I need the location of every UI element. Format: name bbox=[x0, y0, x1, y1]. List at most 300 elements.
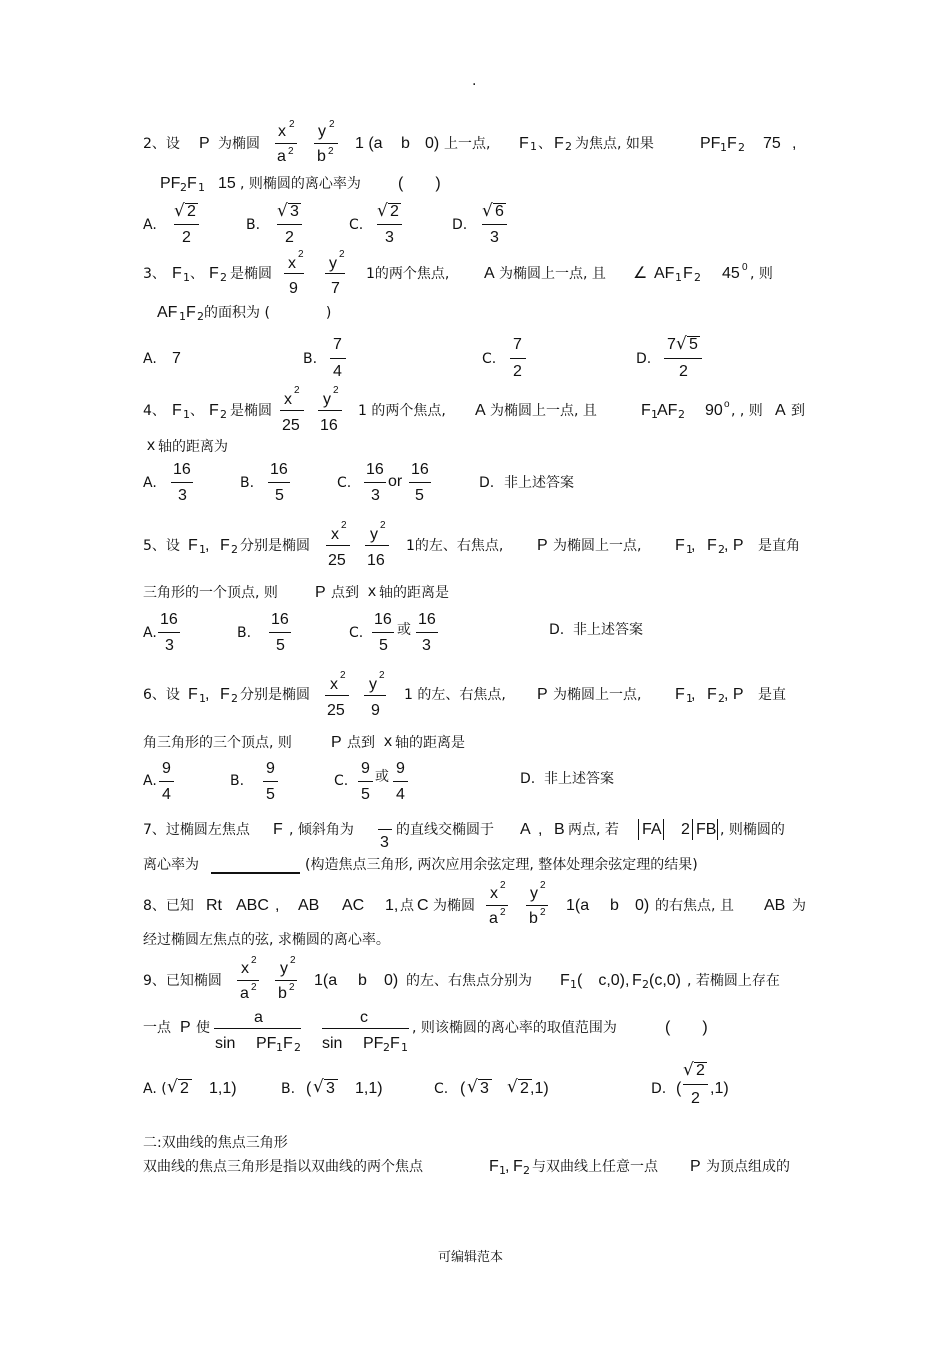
q4-c2-num: 16 bbox=[411, 461, 429, 478]
q6-option-c: C. bbox=[334, 773, 349, 789]
page-footer: 可编辑范本 bbox=[438, 1250, 504, 1265]
q8-sup: 2 bbox=[540, 907, 546, 918]
q3-c-den: 2 bbox=[513, 363, 522, 380]
q3-text: , 则 bbox=[750, 266, 773, 282]
q7-fa: FA bbox=[642, 821, 662, 838]
sqrt-icon: √ bbox=[377, 201, 388, 221]
q3-den2: 7 bbox=[331, 280, 340, 297]
q8-sup: 2 bbox=[540, 880, 546, 891]
q6-x: x bbox=[330, 676, 338, 693]
q2-sub: 1 bbox=[720, 141, 727, 154]
q6-b-den: 5 bbox=[266, 786, 275, 803]
q9-paren: ( ) bbox=[665, 1019, 708, 1036]
q4-x: x bbox=[284, 391, 292, 408]
q2-sep: 、 bbox=[538, 136, 552, 152]
q2-sup: 2 bbox=[328, 146, 334, 157]
q5-den1: 25 bbox=[328, 552, 346, 569]
q9-text: , 若椭圆上存在 bbox=[687, 973, 780, 989]
q2-d-num: 6 bbox=[495, 203, 504, 220]
q9-sin: sin bbox=[215, 1035, 236, 1052]
q9-a-rest: 1,1) bbox=[209, 1080, 237, 1097]
q9-f: F bbox=[390, 1035, 400, 1052]
q4-af: AF bbox=[657, 402, 678, 419]
q7-a: A bbox=[520, 821, 531, 838]
section-title: 二:双曲线的焦点三角形 bbox=[143, 1135, 288, 1151]
q5-den2: 16 bbox=[367, 552, 385, 569]
q4-sub: 2 bbox=[220, 408, 227, 421]
q8-rhs: 1(a bbox=[566, 897, 590, 914]
q3-den1: 9 bbox=[289, 280, 298, 297]
q9-text: 使 bbox=[196, 1020, 210, 1036]
q9-text: 一点 bbox=[143, 1020, 171, 1036]
q9-frac-bar bbox=[214, 1028, 301, 1029]
q7-text: 两点, 若 bbox=[568, 822, 619, 838]
q8-text: 点 bbox=[400, 898, 414, 914]
q8-x: x bbox=[490, 885, 498, 902]
q9-sin: sin bbox=[322, 1035, 343, 1052]
q5-c2-den: 3 bbox=[422, 637, 431, 654]
q4-number: 4、 bbox=[143, 403, 166, 419]
q4-frac-bar bbox=[409, 482, 431, 483]
q8-number: 8、已知 bbox=[143, 898, 194, 914]
q9-a-rad: 2 bbox=[180, 1080, 189, 1097]
q5-x: x bbox=[331, 526, 339, 543]
q3-option-d: D. bbox=[636, 351, 652, 367]
q9-b2: b bbox=[358, 972, 367, 989]
q9-option-b: B. bbox=[281, 1081, 296, 1097]
q6-c1-num: 9 bbox=[361, 760, 370, 777]
q4-frac-bar bbox=[318, 410, 342, 411]
q2-option-b: B. bbox=[246, 217, 261, 233]
sec2-f2: F bbox=[513, 1158, 523, 1175]
q4-option-c: C. bbox=[337, 475, 352, 491]
q7-text: , 则椭圆的 bbox=[720, 822, 785, 838]
q2-option-a: A. bbox=[143, 217, 157, 233]
q6-f1: F bbox=[188, 686, 198, 703]
q5-f1: F bbox=[188, 537, 198, 554]
q5-option-c: C. bbox=[349, 625, 364, 641]
q6-y: y bbox=[369, 676, 377, 693]
q6-sub: 1 bbox=[199, 692, 206, 705]
abs-bar bbox=[638, 819, 639, 840]
q9-f1-coords: ( c,0), bbox=[577, 972, 630, 989]
q6-sub: 2 bbox=[231, 692, 238, 705]
q2-frac-bar-2 bbox=[314, 143, 338, 144]
q9-sub: 2 bbox=[294, 1041, 301, 1054]
q5-frac-bar bbox=[269, 632, 291, 633]
q2-pf: PF bbox=[160, 175, 181, 192]
q5-or: 或 bbox=[397, 622, 411, 638]
q2-f: F bbox=[187, 175, 197, 192]
q5-y: y bbox=[370, 526, 378, 543]
q9-pf: PF bbox=[256, 1035, 277, 1052]
q9-sub: 2 bbox=[642, 978, 649, 991]
q6-text: 角三角形的三个顶点, 则 bbox=[143, 735, 292, 751]
q9-text: 的左、右焦点分别为 bbox=[406, 973, 532, 989]
q9-b: b bbox=[278, 985, 287, 1002]
q7-two: 2 bbox=[681, 821, 690, 838]
q6-text: 点到 bbox=[347, 735, 375, 751]
q9-sup: 2 bbox=[251, 955, 257, 966]
q3-sup: 2 bbox=[339, 249, 345, 260]
q3-af: AF bbox=[157, 304, 178, 321]
q5-text: 为椭圆上一点, bbox=[553, 538, 642, 554]
q9-d-den: 2 bbox=[691, 1090, 700, 1107]
sec2-f1: F bbox=[489, 1158, 499, 1175]
q9-b-open: ( bbox=[306, 1080, 312, 1097]
q3-text: 为椭圆上一点, 且 bbox=[499, 266, 606, 282]
q4-sep: 、 bbox=[190, 403, 204, 419]
q4-deg: o bbox=[724, 399, 730, 410]
q8-text: 的右焦点, 且 bbox=[655, 898, 734, 914]
q5-option-a: A. bbox=[143, 625, 157, 641]
q4-text: 1 的两个焦点, bbox=[358, 403, 446, 419]
q2-sub: 1 bbox=[530, 140, 537, 153]
q2-frac-bar bbox=[482, 224, 507, 225]
sqrt-icon: √ bbox=[174, 201, 185, 221]
q4-den2: 16 bbox=[320, 417, 338, 434]
q6-den2: 9 bbox=[371, 702, 380, 719]
q6-c2-num: 9 bbox=[396, 760, 405, 777]
abs-bar bbox=[692, 819, 693, 840]
q8-y: y bbox=[530, 885, 538, 902]
q9-pf: PF bbox=[363, 1035, 384, 1052]
sqrt-icon: √ bbox=[482, 201, 493, 221]
q2-rhs: 1 (a bbox=[355, 135, 383, 152]
q5-sub: 1 bbox=[686, 543, 693, 556]
q4-sup: 2 bbox=[294, 385, 300, 396]
q8-b: b bbox=[529, 910, 538, 927]
q6-b-num: 9 bbox=[266, 760, 275, 777]
q3-deg: 0 bbox=[742, 262, 748, 273]
q5-comma: , bbox=[691, 537, 696, 554]
abs-bar bbox=[663, 819, 664, 840]
q4-text: 到 bbox=[791, 403, 805, 419]
q2-b-den: 2 bbox=[285, 229, 294, 246]
q5-text: 轴的距离是 bbox=[379, 585, 449, 601]
q5-option-d: D. bbox=[549, 622, 565, 638]
q5-f2: F bbox=[220, 537, 230, 554]
q8-frac-bar bbox=[486, 905, 508, 906]
q4-or: or bbox=[388, 473, 403, 490]
q2-option-c: C. bbox=[349, 217, 364, 233]
q6-frac-bar bbox=[393, 781, 408, 782]
q9-d-num: 2 bbox=[696, 1062, 705, 1079]
q9-option-a: A. ( bbox=[143, 1081, 167, 1097]
q5-text: 是直角 bbox=[758, 538, 800, 554]
q3-number: 3、 bbox=[143, 266, 166, 282]
q8-b2: b bbox=[610, 897, 619, 914]
q8-zero: 0) bbox=[635, 897, 650, 914]
q5-x: x bbox=[368, 583, 376, 600]
q9-y: y bbox=[280, 960, 288, 977]
q5-option-b: B. bbox=[237, 625, 252, 641]
q4-frac-bar bbox=[280, 410, 304, 411]
q5-a-num: 16 bbox=[160, 611, 178, 628]
q2-sup: 2 bbox=[289, 119, 295, 130]
q4-option-b: B. bbox=[240, 475, 255, 491]
q5-frac-bar bbox=[158, 632, 180, 633]
q5-p: P bbox=[315, 584, 326, 601]
q4-b-den: 5 bbox=[275, 487, 284, 504]
q2-c-num: 2 bbox=[390, 203, 399, 220]
q4-text: 是椭圆 bbox=[230, 403, 272, 419]
q8-text: 为椭圆 bbox=[433, 898, 475, 914]
q6-option-a: A. bbox=[143, 773, 157, 789]
q6-f: F bbox=[675, 686, 685, 703]
q4-sup: 2 bbox=[333, 385, 339, 396]
q6-p: , P bbox=[724, 686, 744, 703]
q3-d-num: 7 bbox=[667, 336, 676, 353]
q8-ab: AB bbox=[298, 897, 320, 914]
q9-sub: 1 bbox=[570, 978, 577, 991]
q5-f: F bbox=[675, 537, 685, 554]
q7-text: 离心率为 bbox=[143, 857, 199, 873]
q2-sup: 2 bbox=[288, 146, 294, 157]
q4-c1-den: 3 bbox=[371, 487, 380, 504]
q9-frac-bar bbox=[237, 980, 259, 981]
q6-text: 分别是椭圆 bbox=[240, 687, 310, 703]
q8-one: 1, bbox=[385, 897, 399, 914]
q8-text: 经过椭圆左焦点的弦, 求椭圆的离心率。 bbox=[143, 932, 390, 948]
section-text: 为顶点组成的 bbox=[706, 1159, 790, 1175]
answer-blank[interactable] bbox=[211, 872, 300, 874]
sec2-comma: , bbox=[505, 1158, 510, 1175]
q2-option-d: D. bbox=[452, 217, 468, 233]
sqrt-icon: √ bbox=[676, 334, 687, 354]
q5-d-text: 非上述答案 bbox=[573, 622, 643, 638]
q2-text: 为焦点, 如果 bbox=[575, 136, 654, 152]
q5-sub: 2 bbox=[231, 543, 238, 556]
q5-comma: , bbox=[205, 537, 210, 554]
q2-y: y bbox=[318, 123, 326, 140]
q3-frac-bar bbox=[664, 358, 702, 359]
sqrt-icon: √ bbox=[507, 1077, 518, 1097]
q2-a-num: 2 bbox=[187, 203, 196, 220]
q2-b2: b bbox=[401, 135, 410, 152]
q5-text: 点到 bbox=[331, 585, 359, 601]
q3-sep: 、 bbox=[190, 266, 204, 282]
q2-b-num: 3 bbox=[290, 203, 299, 220]
q9-sub: 1 bbox=[401, 1041, 408, 1054]
q8-ab: AB bbox=[764, 897, 786, 914]
q4-sub: 1 bbox=[651, 408, 658, 421]
q2-b: b bbox=[317, 148, 326, 165]
q9-sup: 2 bbox=[289, 982, 295, 993]
q2-75: 75 bbox=[763, 135, 781, 152]
q3-af: AF bbox=[654, 265, 675, 282]
q6-number: 6、设 bbox=[143, 687, 180, 703]
q3-frac-bar bbox=[330, 358, 346, 359]
q7-f: F bbox=[273, 821, 283, 838]
q3-d-rad: 5 bbox=[689, 336, 698, 353]
q7-b: B bbox=[554, 821, 565, 838]
q6-d-text: 非上述答案 bbox=[544, 771, 614, 787]
q2-comma: , bbox=[792, 135, 797, 152]
q5-p: , P bbox=[724, 537, 744, 554]
q6-comma: , bbox=[205, 686, 210, 703]
q3-45: 45 bbox=[722, 265, 740, 282]
q4-d-text: 非上述答案 bbox=[504, 475, 574, 491]
q9-b-rad: 3 bbox=[326, 1080, 335, 1097]
q2-frac-bar bbox=[377, 224, 402, 225]
sec2-p: P bbox=[690, 1158, 701, 1175]
q5-frac-bar bbox=[365, 545, 389, 546]
q3-y: y bbox=[329, 255, 337, 272]
q3-a-val: 7 bbox=[172, 350, 181, 367]
q2-paren: ( ) bbox=[398, 175, 441, 192]
q9-f2-coords: (c,0) bbox=[649, 972, 681, 989]
q5-sup: 2 bbox=[341, 520, 347, 531]
q2-f: F bbox=[727, 135, 737, 152]
q4-a-den: 3 bbox=[178, 487, 187, 504]
q3-frac-bar bbox=[325, 273, 345, 274]
q3-text: 1的两个焦点, bbox=[366, 266, 450, 282]
q4-c1-num: 16 bbox=[366, 461, 384, 478]
q9-option-d: D. bbox=[651, 1081, 667, 1097]
q6-sub: 1 bbox=[686, 692, 693, 705]
q7-frac-bar bbox=[378, 829, 392, 830]
q3-option-c: C. bbox=[482, 351, 497, 367]
q6-p: P bbox=[537, 686, 548, 703]
sqrt-icon: √ bbox=[167, 1077, 178, 1097]
q3-d-den: 2 bbox=[679, 363, 688, 380]
q5-c1-num: 16 bbox=[374, 611, 392, 628]
sqrt-icon: √ bbox=[277, 201, 288, 221]
q4-den1: 25 bbox=[282, 417, 300, 434]
q6-p: P bbox=[331, 734, 342, 751]
sqrt-icon: √ bbox=[313, 1077, 324, 1097]
q2-f1: F bbox=[519, 135, 529, 152]
q5-p: P bbox=[537, 537, 548, 554]
q6-f2: F bbox=[220, 686, 230, 703]
header-mark: . bbox=[472, 73, 477, 89]
q8-sup: 2 bbox=[500, 880, 506, 891]
q3-f: F bbox=[683, 265, 693, 282]
q4-text: , , 则 bbox=[731, 403, 763, 419]
q3-sub: 1 bbox=[183, 271, 190, 284]
q9-c-open: ( bbox=[460, 1080, 466, 1097]
q6-f: F bbox=[707, 686, 717, 703]
q7-number: 7、过椭圆左焦点 bbox=[143, 822, 250, 838]
q9-x: x bbox=[241, 960, 249, 977]
q9-f: F bbox=[283, 1035, 293, 1052]
q4-text: 为椭圆上一点, 且 bbox=[490, 403, 597, 419]
q5-text: 1的左、右焦点, bbox=[406, 538, 504, 554]
q6-frac-bar bbox=[263, 781, 278, 782]
q2-x: x bbox=[278, 123, 286, 140]
q3-frac-bar bbox=[284, 273, 304, 274]
q6-frac-bar bbox=[358, 781, 373, 782]
q4-a: A bbox=[475, 402, 486, 419]
q5-c2-num: 16 bbox=[418, 611, 436, 628]
q3-text: 的面积为 ( ) bbox=[204, 305, 332, 321]
q3-f2: F bbox=[209, 265, 219, 282]
q9-c-rad1: 3 bbox=[480, 1080, 489, 1097]
q2-text: 为椭圆 bbox=[218, 136, 260, 152]
q5-text: 分别是椭圆 bbox=[240, 538, 310, 554]
q3-sup: 2 bbox=[298, 249, 304, 260]
q2-frac-bar bbox=[277, 224, 302, 225]
q2-15: 15 bbox=[218, 175, 236, 192]
q4-y: y bbox=[323, 391, 331, 408]
angle-icon: ∠ bbox=[633, 265, 648, 282]
sec2-sub: 2 bbox=[523, 1164, 530, 1177]
q3-sub: 2 bbox=[694, 271, 701, 284]
q2-c-den: 3 bbox=[385, 229, 394, 246]
q5-b-num: 16 bbox=[271, 611, 289, 628]
q4-f2: F bbox=[209, 402, 219, 419]
section-text: 双曲线的焦点三角形是指以双曲线的两个焦点 bbox=[143, 1159, 423, 1175]
q7-text: 的直线交椭圆于 bbox=[396, 822, 494, 838]
q9-sub: 1 bbox=[276, 1041, 283, 1054]
q5-sub: 2 bbox=[718, 543, 725, 556]
q8-a: a bbox=[489, 910, 498, 927]
q6-frac-bar bbox=[159, 781, 174, 782]
section-text: 与双曲线上任意一点 bbox=[532, 1159, 658, 1175]
q3-option-a: A. bbox=[143, 351, 157, 367]
q2-number: 2、设 bbox=[143, 136, 180, 152]
q4-a: A bbox=[775, 402, 786, 419]
q6-text: 是直 bbox=[758, 687, 786, 703]
q3-a: A bbox=[484, 265, 495, 282]
q5-frac-bar bbox=[416, 632, 438, 633]
q2-a-den: 2 bbox=[182, 229, 191, 246]
q8-text: 为 bbox=[792, 898, 806, 914]
q3-text: 是椭圆 bbox=[230, 266, 272, 282]
q6-option-d: D. bbox=[520, 771, 536, 787]
q6-comma: , bbox=[691, 686, 696, 703]
q2-sub: 2 bbox=[180, 181, 187, 194]
q4-sub: 2 bbox=[678, 408, 685, 421]
q4-c2-den: 5 bbox=[415, 487, 424, 504]
q9-frac-bar bbox=[683, 1084, 708, 1085]
q3-sub: 1 bbox=[179, 310, 186, 323]
q5-frac-bar bbox=[372, 632, 394, 633]
q9-frac-b-num: c bbox=[360, 1009, 368, 1026]
q8-rt: Rt bbox=[206, 897, 222, 914]
q5-frac-bar bbox=[326, 545, 350, 546]
q9-frac-bar bbox=[322, 1028, 409, 1029]
q3-f1: F bbox=[172, 265, 182, 282]
q3-f: F bbox=[186, 304, 196, 321]
q9-option-c: C. bbox=[434, 1081, 449, 1097]
q8-abc: ABC bbox=[236, 897, 269, 914]
q9-sub: 2 bbox=[383, 1041, 390, 1054]
q9-rhs: 1(a bbox=[314, 972, 338, 989]
q6-den1: 25 bbox=[327, 702, 345, 719]
q3-c-num: 7 bbox=[513, 336, 522, 353]
q2-zero: 0) bbox=[425, 135, 440, 152]
q3-frac-bar bbox=[510, 358, 526, 359]
q6-option-b: B. bbox=[230, 773, 245, 789]
q4-frac-bar bbox=[364, 482, 386, 483]
q9-f1: F bbox=[560, 972, 570, 989]
q6-c1-den: 5 bbox=[361, 786, 370, 803]
q5-f: F bbox=[707, 537, 717, 554]
sqrt-icon: √ bbox=[467, 1077, 478, 1097]
q6-text: 1 的左、右焦点, bbox=[404, 687, 506, 703]
q6-frac-bar bbox=[325, 695, 349, 696]
q9-d-rest: ,1) bbox=[710, 1080, 729, 1097]
q4-option-a: A. bbox=[143, 475, 157, 491]
q7-hint: (构造焦点三角形, 两次应用余弦定理, 整体处理余弦定理的结果) bbox=[305, 857, 698, 873]
q6-or: 或 bbox=[375, 769, 389, 785]
q3-b-num: 7 bbox=[333, 336, 342, 353]
q9-f2: F bbox=[632, 972, 642, 989]
q9-text: , 则该椭圆的离心率的取值范围为 bbox=[412, 1020, 617, 1036]
abs-bar bbox=[717, 819, 718, 840]
